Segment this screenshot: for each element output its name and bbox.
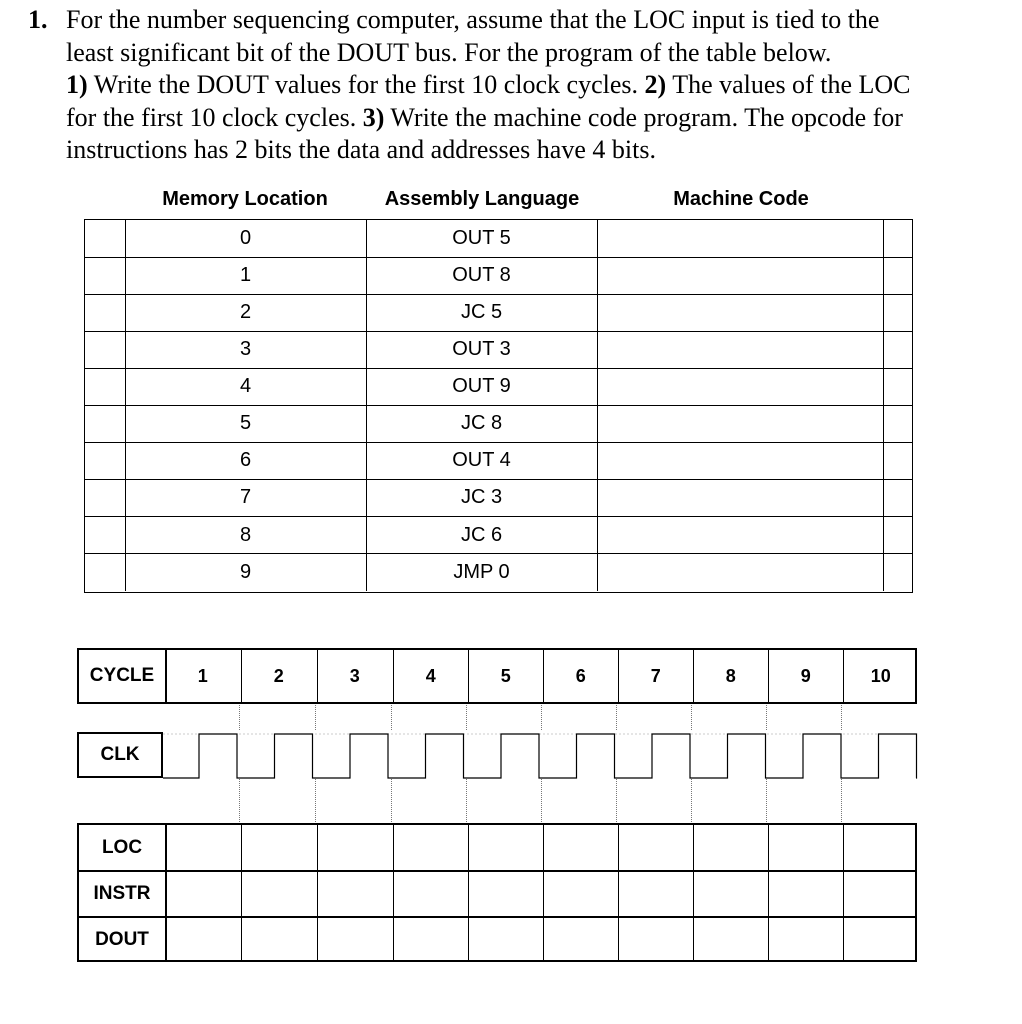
table-divider	[883, 480, 884, 517]
signal-divider	[241, 825, 242, 960]
part-2-text-cont: for the first 10 clock cycles.	[66, 102, 363, 132]
assembly-cell: JC 8	[460, 412, 503, 435]
cycle-guide-line	[766, 705, 767, 730]
part-2-marker: 2)	[644, 70, 667, 99]
signal-divider	[317, 825, 318, 960]
loc-cell[interactable]	[695, 827, 767, 869]
question-line-3	[66, 69, 988, 102]
machine-code-cell[interactable]	[597, 331, 883, 368]
cycle-number: 4	[425, 665, 436, 686]
loc-cell[interactable]	[167, 827, 239, 869]
loc-cell[interactable]	[545, 827, 617, 869]
dout-cell[interactable]	[620, 919, 692, 961]
machine-code-cell[interactable]	[597, 294, 883, 331]
signal-divider	[843, 825, 844, 960]
table-divider	[883, 294, 884, 331]
question-text	[28, 4, 988, 167]
assembly-cell: JC 3	[460, 486, 503, 509]
cycle-guide-line	[841, 705, 842, 730]
machine-code-cell[interactable]	[597, 220, 883, 257]
assembly-cell: JMP 0	[453, 561, 510, 584]
program-table	[84, 219, 913, 593]
part-1-text: Write the DOUT values for the first 10 clock cycles.	[87, 70, 645, 99]
table-divider	[883, 368, 884, 405]
cycle-number: 7	[650, 665, 661, 686]
instr-cell[interactable]	[545, 873, 617, 915]
row-blank-cell	[85, 331, 125, 368]
cycle-number: 8	[725, 665, 736, 686]
part-3-marker: 3)	[362, 102, 385, 132]
cycle-guide-line	[691, 779, 692, 822]
memory-location-cell: 7	[239, 486, 252, 509]
cycle-guide-line	[541, 779, 542, 822]
signal-divider	[468, 825, 469, 960]
header-assembly-language: Assembly Language	[384, 188, 580, 210]
dout-cell[interactable]	[395, 919, 467, 961]
program-row	[85, 517, 912, 555]
dout-label: DOUT	[95, 928, 149, 950]
machine-code-cell[interactable]	[597, 554, 883, 592]
loc-cell[interactable]	[620, 827, 692, 869]
row-divider	[79, 870, 915, 872]
signal-divider	[618, 825, 619, 960]
part-3-text: Write the machine code program. The opcode for	[384, 102, 903, 132]
cycle-guide-line	[391, 705, 392, 730]
signal-divider	[393, 825, 394, 960]
memory-location-cell: 3	[239, 338, 252, 361]
signal-grid	[77, 823, 917, 962]
header-memory-location: Memory Location	[162, 188, 328, 210]
table-divider	[883, 331, 884, 368]
row-blank-cell	[85, 554, 125, 592]
machine-code-cell[interactable]	[597, 480, 883, 517]
machine-code-cell[interactable]	[597, 517, 883, 554]
question-line-2: least significant bit of the DOUT bus. For the program of the table below.	[66, 37, 832, 67]
signal-divider	[768, 825, 769, 960]
instr-cell[interactable]	[845, 873, 917, 915]
header-machine-code: Machine Code	[673, 188, 809, 210]
cycle-guide-line	[766, 779, 767, 822]
memory-location-cell: 9	[239, 561, 252, 584]
program-row	[85, 406, 912, 444]
cycle-guide-line	[541, 705, 542, 730]
loc-label: LOC	[101, 836, 143, 858]
machine-code-cell[interactable]	[597, 406, 883, 443]
loc-cell[interactable]	[319, 827, 391, 869]
instr-cell[interactable]	[167, 873, 239, 915]
dout-cell[interactable]	[845, 919, 917, 961]
memory-location-cell: 4	[239, 375, 252, 398]
dout-cell[interactable]	[319, 919, 391, 961]
assembly-cell: OUT 5	[452, 226, 511, 249]
cycle-number: 3	[349, 665, 360, 686]
table-divider	[883, 554, 884, 592]
cycle-number: 2	[273, 665, 284, 686]
dout-cell[interactable]	[243, 919, 315, 961]
part-2-text: The values of the LOC	[666, 70, 911, 99]
row-blank-cell	[85, 257, 125, 294]
machine-code-cell[interactable]	[597, 443, 883, 480]
row-blank-cell	[85, 406, 125, 443]
cycle-number: 6	[575, 665, 586, 686]
cycle-guide-line	[239, 779, 240, 822]
row-divider	[79, 916, 915, 918]
dout-cell[interactable]	[545, 919, 617, 961]
assembly-cell: JC 6	[460, 523, 503, 546]
cycle-number: 5	[500, 665, 511, 686]
cycle-number: 10	[870, 665, 891, 686]
instr-cell[interactable]	[470, 873, 542, 915]
memory-location-cell: 2	[239, 300, 252, 323]
cycle-guide-line	[616, 779, 617, 822]
program-row	[85, 294, 912, 332]
instr-cell[interactable]	[620, 873, 692, 915]
program-row	[85, 554, 912, 592]
program-row	[85, 257, 912, 295]
cycle-guide-line	[616, 705, 617, 730]
loc-cell[interactable]	[845, 827, 917, 869]
clock-waveform	[160, 722, 920, 832]
cycle-guide-line	[841, 779, 842, 822]
memory-location-cell: 6	[239, 449, 252, 472]
part-1-marker: 1)	[66, 70, 88, 99]
cycle-guide-line	[239, 705, 240, 730]
row-blank-cell	[85, 517, 125, 554]
memory-location-cell: 8	[239, 523, 252, 546]
question-line-5: instructions has 2 bits the data and addresses have 4 bits.	[66, 135, 656, 164]
instr-cell[interactable]	[395, 873, 467, 915]
question-number: 1.	[28, 5, 48, 34]
table-divider	[883, 220, 884, 257]
cycle-guide-line	[466, 705, 467, 730]
memory-location-cell: 5	[239, 412, 252, 435]
signal-divider	[543, 825, 544, 960]
program-row	[85, 331, 912, 369]
question-line-4	[66, 102, 988, 135]
memory-location-cell: 0	[239, 226, 252, 249]
cycle-guide-line	[391, 779, 392, 822]
cycle-number: 9	[800, 665, 811, 686]
dout-cell[interactable]	[695, 919, 767, 961]
machine-code-cell[interactable]	[597, 257, 883, 294]
loc-cell[interactable]	[470, 827, 542, 869]
signal-divider	[693, 825, 694, 960]
row-blank-cell	[85, 368, 125, 405]
table-divider	[883, 443, 884, 480]
program-row	[85, 220, 912, 258]
instr-cell[interactable]	[695, 873, 767, 915]
assembly-cell: JC 5	[460, 300, 503, 323]
cycle-number: 1	[197, 665, 208, 686]
memory-location-cell: 1	[239, 263, 252, 286]
assembly-cell: OUT 3	[452, 338, 511, 361]
row-blank-cell	[85, 294, 125, 331]
assembly-cell: OUT 4	[452, 449, 511, 472]
loc-cell[interactable]	[395, 827, 467, 869]
instr-cell[interactable]	[770, 873, 842, 915]
clk-label-box	[77, 732, 163, 778]
question-line-1: For the number sequencing computer, assume that the LOC input is tied to the	[66, 5, 880, 34]
row-blank-cell	[85, 443, 125, 480]
cycle-guide-line	[466, 779, 467, 822]
machine-code-cell[interactable]	[597, 368, 883, 405]
cycle-guide-line	[315, 779, 316, 822]
loc-cell[interactable]	[243, 827, 315, 869]
cycle-guide-line	[691, 705, 692, 730]
assembly-cell: OUT 8	[452, 263, 511, 286]
cycle-label: CYCLE	[89, 665, 155, 686]
loc-cell[interactable]	[770, 827, 842, 869]
table-divider	[883, 517, 884, 554]
dout-cell[interactable]	[770, 919, 842, 961]
program-row	[85, 368, 912, 406]
cycle-guide-line	[315, 705, 316, 730]
clock-signal	[163, 734, 917, 778]
table-divider	[883, 406, 884, 443]
program-row	[85, 443, 912, 481]
cycle-row	[77, 648, 917, 704]
table-divider	[883, 257, 884, 294]
dout-cell[interactable]	[167, 919, 239, 961]
instr-cell[interactable]	[319, 873, 391, 915]
dout-cell[interactable]	[470, 919, 542, 961]
program-row	[85, 480, 912, 518]
instr-label: INSTR	[93, 882, 151, 904]
row-blank-cell	[85, 480, 125, 517]
clk-label: CLK	[100, 744, 140, 765]
row-blank-cell	[85, 220, 125, 257]
instr-cell[interactable]	[243, 873, 315, 915]
assembly-cell: OUT 9	[452, 375, 511, 398]
